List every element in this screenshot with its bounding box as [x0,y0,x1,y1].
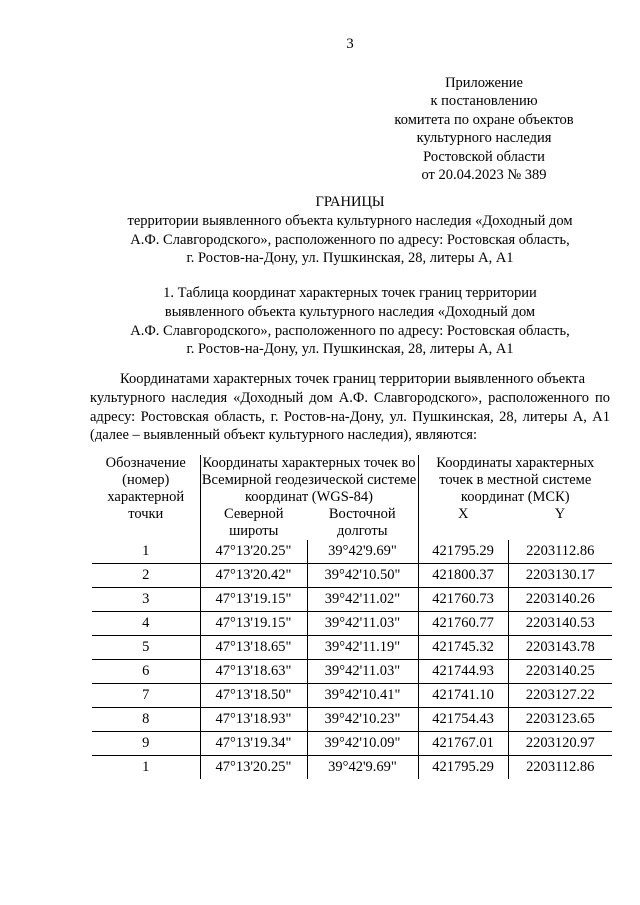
cell-y: 2203123.65 [508,708,612,732]
table-row [92,636,612,660]
header-msk: Координаты характерных точек в местной системе координат (МСК) [418,455,612,506]
title-line: А.Ф. Славгородского», расположенного по адресу: Ростовская область, [130,231,570,248]
table-row [92,612,612,636]
cell-lat: 47°13'19.15" [200,612,307,636]
table-row [92,708,612,732]
cell-point: 2 [92,564,200,588]
cell-lat: 47°13'18.50" [200,684,307,708]
paragraph-first-line: Координатами характерных точек границ территории выявленного объекта [120,371,586,387]
cell-y: 2203112.86 [508,540,612,564]
cell-x: 421767.01 [418,732,508,756]
cell-y: 2203130.17 [508,564,612,588]
table-row [92,564,612,588]
cell-y: 2203112.86 [508,756,612,780]
header-wgs: Координаты характерных точек во Всемирной геодезической системе координат (WGS-84) [201,455,417,505]
title-line: г. Ростов-на-Дону, ул. Пушкинская, 28, литеры А, А1 [186,250,514,267]
cell-lat: 47°13'20.25" [200,540,307,564]
cell-lon: 39°42'9.69" [307,540,418,564]
cell-point: 3 [92,588,200,612]
cell-point: 1 [92,540,200,564]
appendix-line: Приложение [445,75,523,91]
table-row [92,732,612,756]
cell-lon: 39°42'10.23" [307,708,418,732]
cell-y: 2203140.25 [508,660,612,684]
appendix-line: культурного наследия [416,130,552,147]
cell-point: 7 [92,684,200,708]
cell-x: 421795.29 [418,756,508,780]
cell-lat: 47°13'18.93" [200,708,307,732]
table-row [92,540,612,564]
cell-lat: 47°13'18.63" [200,660,307,684]
header-lon: Восточной долготы [307,506,418,540]
cell-lon: 39°42'11.02" [307,588,418,612]
table-caption-line: выявленного объекта культурного наследия «Доходный дом [164,303,536,320]
cell-lat: 47°13'19.15" [200,588,307,612]
appendix-block [384,74,584,184]
cell-lon: 39°42'10.09" [307,732,418,756]
cell-point: 6 [92,660,200,684]
table-caption-line: 1. Таблица координат характерных точек границ территории [163,285,537,301]
cell-x: 421744.93 [418,660,508,684]
cell-x: 421754.43 [418,708,508,732]
cell-lat: 47°13'18.65" [200,636,307,660]
cell-y: 2203127.22 [508,684,612,708]
table-row [92,660,612,684]
appendix-line: от 20.04.2023 № 389 [421,167,547,184]
cell-lon: 39°42'11.03" [307,660,418,684]
intro-paragraph [90,370,610,445]
cell-y: 2203120.97 [508,732,612,756]
cell-point: 4 [92,612,200,636]
header-lat: Северной широты [200,506,307,540]
cell-x: 421760.77 [418,612,508,636]
cell-y: 2203143.78 [508,636,612,660]
cell-x: 421745.32 [418,636,508,660]
appendix-line: комитета по охране объектов [394,111,574,128]
cell-lon: 39°42'10.50" [307,564,418,588]
table-caption-line: г. Ростов-на-Дону, ул. Пушкинская, 28, литеры А, А1 [186,341,514,358]
paragraph-body: культурного наследия «Доходный дом А.Ф. Славгородского», расположенного по адресу: Ростовская область, г. Ростов-на-Дону, ул. Пушкинская, 28, литеры А, А1 (далее – выявленный объект культурного наследия), являются: [90,389,610,444]
cell-lon: 39°42'10.41" [307,684,418,708]
cell-point: 1 [92,756,200,780]
appendix-line: к постановлению [430,93,538,110]
table-row [92,684,612,708]
cell-x: 421760.73 [418,588,508,612]
cell-x: 421741.10 [418,684,508,708]
cell-lon: 39°42'11.19" [307,636,418,660]
cell-lat: 47°13'20.42" [200,564,307,588]
header-point: Обозначение (номер) характерной точки [92,455,200,540]
cell-lat: 47°13'19.34" [200,732,307,756]
cell-point: 9 [92,732,200,756]
table-caption [60,284,640,359]
cell-point: 5 [92,636,200,660]
cell-lon: 39°42'9.69" [307,756,418,780]
table-caption-line: А.Ф. Славгородского», расположенного по адресу: Ростовская область, [130,322,570,339]
cell-y: 2203140.26 [508,588,612,612]
title-line: территории выявленного объекта культурного наследия «Доходный дом [127,212,573,229]
cell-lat: 47°13'20.25" [200,756,307,780]
table-row [92,756,612,780]
cell-x: 421795.29 [418,540,508,564]
cell-lon: 39°42'11.03" [307,612,418,636]
document-title [60,193,640,268]
header-y: Y [554,506,566,522]
header-x: X [418,506,508,540]
page-number: 3 [346,36,354,52]
title-heading: ГРАНИЦЫ [315,194,385,210]
appendix-line: Ростовской области [423,148,545,165]
table-header-row [92,455,612,506]
table-row [92,588,612,612]
coordinates-table [92,455,612,779]
cell-x: 421800.37 [418,564,508,588]
cell-y: 2203140.53 [508,612,612,636]
cell-point: 8 [92,708,200,732]
